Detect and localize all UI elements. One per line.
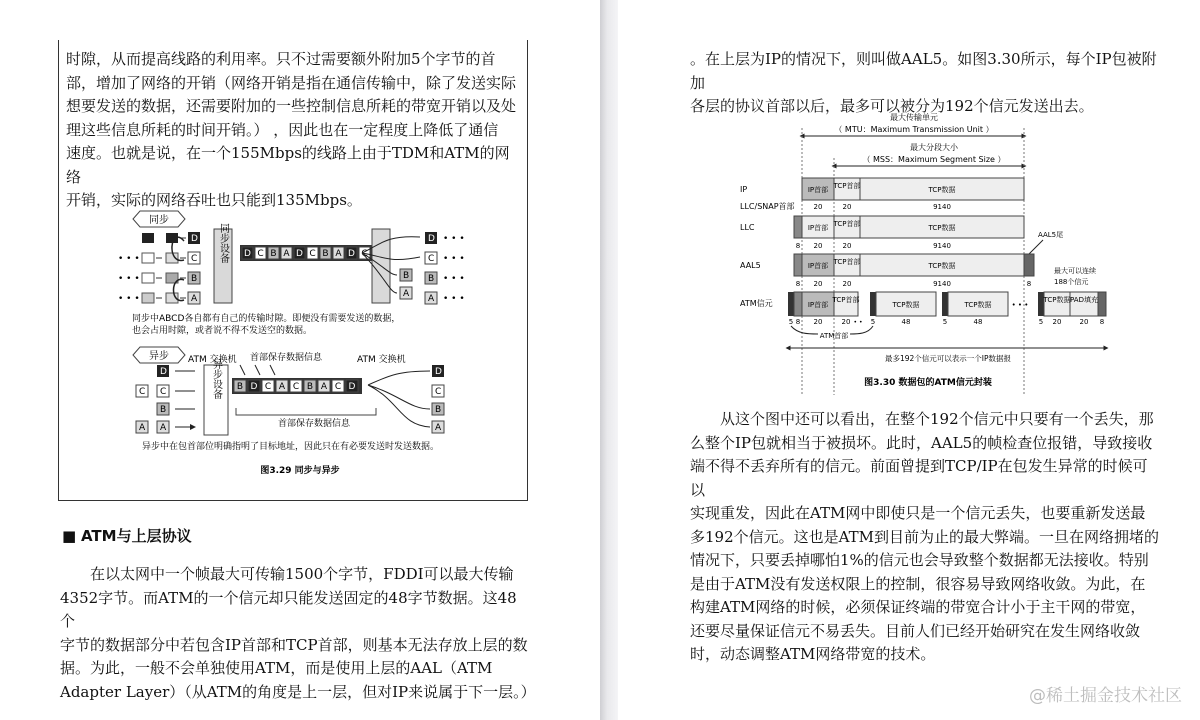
sync-sources — [118, 233, 186, 304]
ip-header-label: IP首部 — [807, 224, 829, 232]
row-atm: ATM信元 — [740, 299, 773, 308]
text-line: 部，增加了网络的开销（网络开销是指在通信传输中，除了发送实际 — [66, 73, 517, 92]
mss-en: （ MSS：Maximum Segment Size ） — [862, 155, 1006, 164]
tcp-data-label: TCP数据 — [928, 186, 956, 194]
right-intro-text — [690, 48, 1160, 119]
stream-cell-label: A — [278, 382, 286, 392]
svg-text:C: C — [435, 387, 442, 397]
heading-bullet: ■ — [62, 527, 77, 545]
llc-row — [794, 216, 1024, 250]
svg-text:A: A — [191, 294, 198, 304]
atm-header-label: ATM首部 — [819, 332, 849, 340]
text-line: 理这些信息所耗的时间开销。） ，因此也在一定程度上降低了通信 — [66, 120, 499, 139]
n20: 20 — [841, 318, 851, 326]
svg-text:• • •: • • • — [443, 234, 465, 244]
svg-text:A: A — [428, 294, 435, 304]
async-stream — [232, 378, 362, 394]
sync-device-label: 同步设备 — [217, 223, 229, 263]
stream-cell-label: A — [283, 249, 290, 259]
svg-text:A: A — [139, 423, 146, 433]
svg-text:• • •: • • • — [443, 254, 465, 264]
mtu-en: （ MTU：Maximum Transmission Unit ） — [834, 125, 994, 134]
n48: 48 — [973, 318, 983, 326]
cell-tcp-data: TCP数据 — [892, 301, 920, 309]
text-line: 在以太网中一个帧最大可传输1500个字节，FDDI可以最大传输 — [90, 565, 514, 583]
row-labels — [740, 185, 795, 308]
ellipsis: • • — [853, 319, 863, 326]
left-body-text — [60, 563, 536, 704]
sync-outputs — [400, 232, 465, 304]
stream-cell-label: C — [264, 382, 272, 392]
async-label: 异步 — [149, 351, 169, 362]
text-line: 么整个IP包就相当于被损坏。此时，AAL5的帧检查位报错，导致接收 — [690, 433, 1153, 452]
row-llc: LLC — [740, 223, 755, 232]
svg-text:B: B — [160, 405, 167, 415]
svg-text:C: C — [191, 254, 198, 264]
text-line: 还要尽量保证信元不易丢失。目前人们已经开始研究在发生网络收敛 — [690, 621, 1141, 640]
sync-note-2: 也会占用时隙，或者说不得不发送空的数据。 — [132, 326, 313, 336]
svg-text:A: A — [403, 289, 410, 299]
aal5-row — [794, 254, 1034, 288]
aal5-tail-label: AAL5尾 — [1038, 231, 1064, 239]
svg-text:A: A — [435, 423, 442, 433]
n20: 20 — [1052, 318, 1062, 326]
n20: 20 — [813, 318, 823, 326]
cell-tcp-data: TCP数据 — [964, 301, 992, 309]
ip-20: 20 — [813, 242, 823, 250]
async-note: 异步中在包首部位明确指明了目标地址，因此只在有必要发送时发送数据。 — [142, 442, 440, 452]
tcp-20: 20 — [842, 203, 852, 211]
n8: 8 — [795, 318, 801, 326]
text-line: 从这个图中还可以看出，在整个192个信元中只要有一个丢失，那 — [720, 410, 1154, 428]
stream-cell-label: B — [270, 249, 277, 259]
async-device-label: 异步设备 — [210, 359, 222, 399]
text-line: 是由于ATM没有发送权限上的控制，很容易导致网络收敛。为此，在 — [690, 574, 1146, 593]
figure-3-29-sync-async — [100, 205, 500, 490]
stream-cell-label: C — [309, 249, 316, 259]
svg-text:B: B — [428, 274, 435, 284]
n20: 20 — [1079, 318, 1089, 326]
tcp-header-label: TCP首部 — [832, 296, 860, 304]
async-sources — [136, 365, 195, 433]
ip-20: 20 — [813, 203, 823, 211]
text-line: 情况下，只要丢掉哪怕1%的信元也会导致整个数据都无法接收。特别 — [690, 551, 1149, 569]
n5: 5 — [870, 318, 876, 326]
header-info-top: 首部保存数据信息 — [250, 353, 323, 363]
text-line: 构建ATM网络的时候，必须保证终端的带宽合计小于主干网的带宽， — [690, 598, 1146, 616]
stream-cell-label: D — [348, 249, 355, 259]
row-ip: IP — [740, 185, 748, 194]
tcp-data-label: TCP数据 — [928, 262, 956, 270]
tcp-data-label: TCP数据 — [928, 224, 956, 232]
n5: 5 — [788, 318, 794, 326]
n48: 48 — [901, 318, 911, 326]
stream-cell-label: B — [306, 382, 314, 392]
svg-text:• • •: • • • — [443, 274, 465, 284]
text-line: 实现重发，因此在ATM网中即使只是一个信元丢失，也要重新发送最 — [690, 504, 1146, 522]
row-aal5: AAL5 — [740, 261, 761, 270]
section-heading — [62, 525, 192, 546]
text-line: 端不得不丢弃所有的信元。前面曾提到TCP/IP在包发生异常的时候可以 — [690, 457, 1148, 499]
text-line: 多192个信元。这也是ATM到目前为止的最大弊端。一旦在网络拥堵的 — [690, 527, 1160, 546]
svg-text:C: C — [428, 254, 435, 264]
tcp-header-label: TCP首部 — [833, 182, 861, 190]
atm-cells-row — [788, 292, 1106, 326]
text-line: 字节的数据部分中若包含IP首部和TCP首部，则基本无法存放上层的数 — [60, 635, 528, 654]
cell-tcp-data-small: TCP数据 — [1043, 296, 1071, 304]
text-line: 各层的协议首部以后，最多可以被分为192个信元发送出去。 — [690, 97, 1094, 115]
max192-label: 最多192个信元可以表示一个IP数据报 — [884, 354, 1012, 363]
svg-text:C: C — [160, 387, 167, 397]
async-outputs — [432, 365, 444, 433]
n5: 5 — [942, 318, 948, 326]
stream-cell-label: B — [236, 382, 244, 392]
text-line: Adapter Layer）（从ATM的角度是上一层，但对IP来说属于下一层。） — [60, 682, 536, 701]
svg-text:D: D — [428, 234, 435, 244]
heading-text: ATM与上层协议 — [80, 527, 192, 545]
llc-8: 8 — [795, 242, 801, 250]
stream-cell-label: C — [292, 382, 300, 392]
text-line: 想要发送的数据，还需要附加的一些控制信息所耗的带宽开销以及处 — [66, 97, 517, 115]
svg-text:• • •: • • • — [118, 294, 140, 304]
ip-header-label: IP首部 — [807, 186, 829, 194]
sync-stream — [240, 245, 374, 261]
tail-8: 8 — [1026, 280, 1032, 288]
stream-cell-label: C — [257, 249, 264, 259]
tcp-20: 20 — [842, 280, 852, 288]
max-188-line1: 最大可以连续 — [1054, 267, 1096, 275]
sync-label: 同步 — [149, 215, 169, 226]
stream-cell-label: D — [348, 382, 356, 392]
svg-text:A: A — [160, 423, 167, 433]
svg-text:• • •: • • • — [118, 254, 140, 264]
page-gutter — [600, 0, 618, 720]
figure-3-30-caption: 图3.30 数据包的ATM信元封装 — [864, 378, 992, 388]
row-llcsnap: LLC/SNAP首部 — [740, 202, 795, 211]
ip-header-label: IP首部 — [807, 301, 829, 309]
header-info-bottom: 首部保存数据信息 — [278, 419, 351, 429]
svg-text:B: B — [403, 271, 410, 281]
watermark: @稀土掘金技术社区 — [1029, 686, 1182, 706]
mss-cn: 最大分段大小 — [910, 143, 958, 152]
atm-switch-right: ATM 交换机 — [357, 355, 406, 365]
tcp-header-label: TCP首部 — [833, 258, 861, 266]
svg-text:B: B — [435, 405, 442, 415]
svg-text:D: D — [191, 234, 198, 244]
figure-3-30-atm-cell-encapsulation — [738, 110, 1128, 395]
stream-cell-label: A — [335, 249, 342, 259]
stream-cell-label: C — [361, 249, 368, 259]
n5: 5 — [1038, 318, 1044, 326]
tcp-header-label: TCP首部 — [833, 220, 861, 228]
data-9140: 9140 — [933, 203, 951, 211]
text-line: 开销，实际的网络吞吐也只能到135Mbps。 — [66, 191, 362, 209]
pad-label: PAD填充 — [1070, 296, 1098, 304]
svg-text:• • •: • • • — [443, 294, 465, 304]
mtu-cn: 最大传输单元 — [890, 113, 938, 122]
ip-header-label: IP首部 — [807, 262, 829, 270]
text-line: 时，动态调整ATM网络带宽的技术。 — [690, 645, 936, 663]
text-line: 据。为此，一般不会单独使用ATM，而是使用上层的AAL（ATM — [60, 659, 493, 677]
atm-switch-left: ATM 交换机 — [188, 355, 237, 365]
text-line: 4352字节。而ATM的一个信元却只能发送固定的48字节数据。这48个 — [60, 588, 517, 630]
svg-text:• • •: • • • — [118, 274, 140, 284]
figure-3-29-caption: 图3.29 同步与异步 — [260, 466, 340, 476]
ellipsis: • • • — [1011, 301, 1029, 309]
n8: 8 — [1099, 318, 1105, 326]
max-188-line2: 188个信元 — [1054, 278, 1089, 286]
text-line: 时隙，从而提高线路的利用率。只不过需要额外附加5个字节的首 — [66, 50, 496, 68]
left-intro-text — [66, 48, 524, 213]
text-line: 。在上层为IP的情况下，则叫做AAL5。如图3.30所示，每个IP包被附加 — [690, 50, 1157, 92]
data-9140: 9140 — [933, 242, 951, 250]
stream-cell-label: B — [322, 249, 329, 259]
data-9140: 9140 — [933, 280, 951, 288]
tcp-20: 20 — [842, 242, 852, 250]
right-body-text — [690, 408, 1160, 667]
svg-text:B: B — [191, 274, 198, 284]
sync-note-1: 同步中ABCD各自都有自己的传输时隙。即便没有需要发送的数据， — [132, 314, 401, 324]
ip-20: 20 — [813, 280, 823, 288]
svg-text:D: D — [160, 367, 167, 377]
svg-text:D: D — [435, 367, 442, 377]
stream-cell-label: A — [320, 382, 328, 392]
text-line: 速度。也就是说，在一个155Mbps的线路上由于TDM和ATM的网络 — [66, 144, 510, 186]
svg-text:C: C — [139, 387, 146, 397]
aal-8: 8 — [795, 280, 801, 288]
stream-cell-label: D — [296, 249, 303, 259]
ip-row — [802, 178, 1024, 211]
stream-cell-label: D — [244, 249, 251, 259]
stream-cell-label: C — [334, 382, 342, 392]
stream-cell-label: D — [250, 382, 258, 392]
